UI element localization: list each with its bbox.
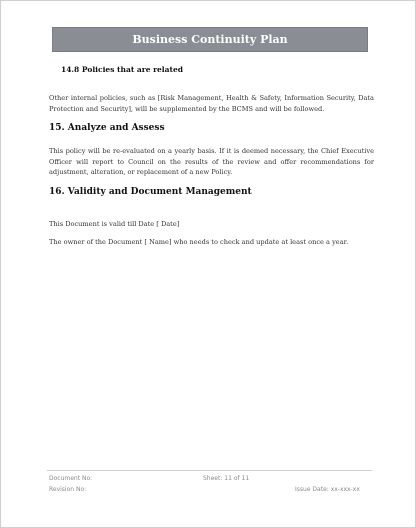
section-14-8-paragraph: Other internal policies, such as [Risk Management, Health & Safety, Information Security, Data Protection and Security], will be supplemented by the BCMS and will be followed. bbox=[49, 94, 374, 113]
owner-paragraph: The owner of the Document [ Name] who needs to check and update at least once a year. bbox=[49, 238, 349, 246]
section-16-heading: 16. Validity and Document Management bbox=[49, 187, 252, 197]
section-15-heading: 15. Analyze and Assess bbox=[49, 123, 165, 133]
header-banner bbox=[52, 27, 368, 52]
footer-divider bbox=[47, 470, 372, 471]
footer-document-no: Document No: bbox=[49, 475, 93, 482]
section-14-8-heading: 14.8 Policies that are related bbox=[61, 65, 183, 74]
footer-sheet-number: Sheet: 11 of 11 bbox=[203, 475, 250, 482]
validity-paragraph: This Document is valid till Date [ Date] bbox=[49, 220, 180, 228]
footer-revision-no: Revision No: bbox=[49, 486, 87, 493]
section-15-paragraph: This policy will be re-evaluated on a yearly basis. If it is deemed necessary, the Chief Executive Officer will report to Council on the results of the review and offer recommendations for adjustment, alteration, or replacement of a new Policy. bbox=[49, 147, 374, 176]
footer-issue-date: Issue Date: xx-xxx-xx bbox=[295, 486, 360, 493]
document-title: Business Continuity Plan bbox=[132, 33, 288, 46]
